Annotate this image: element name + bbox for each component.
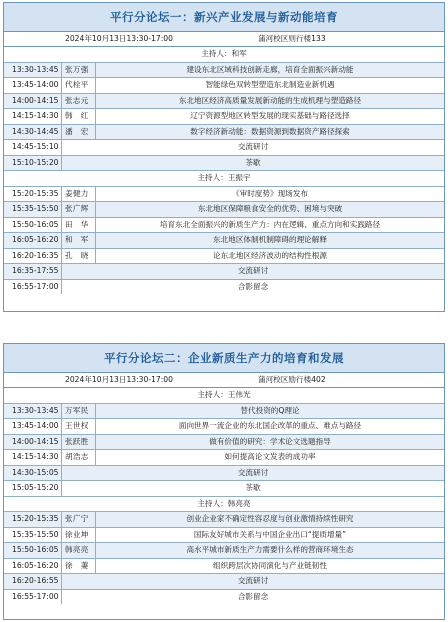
schedule-row (4, 233, 444, 249)
forum-info-row (4, 373, 444, 388)
speaker-cell: 姜健力 (62, 187, 96, 202)
forum-title: 平行分论坛一：新兴产业发展与新动能培育 (4, 3, 444, 32)
speaker-cell: 张志元 (62, 94, 96, 109)
time-cell: 15:05-15:20 (4, 481, 62, 496)
topic-cell: 《审时度势》现场发布 (232, 188, 308, 198)
topic-cell: 东北地区保障粮食安全的优势、困境与突破 (197, 204, 343, 213)
schedule-row (4, 63, 444, 79)
speaker-cell: 代栓平 (62, 78, 96, 93)
topic-cell: 国际友好城市关系与中国企业出口“提质增量” (193, 529, 347, 539)
schedule-row (4, 125, 444, 141)
topic-cell: 建设东北区域科技创新走廊，培育全面振兴新动能 (186, 64, 354, 74)
forum-date-time: 2024年10月13日13:30-17:00 (65, 375, 173, 384)
topic-cell: 辽宁资源型地区转型发展的现实基础与路径选择 (190, 111, 350, 120)
forum-info-row (4, 32, 444, 47)
schedule-row (4, 574, 444, 590)
speaker-cell: 孔 晓 (62, 249, 96, 264)
schedule-row (4, 78, 444, 94)
activity-cell: 交流研讨 (237, 576, 269, 585)
schedule-row (4, 528, 444, 544)
schedule-row (4, 419, 444, 435)
activity-cell: 交流研讨 (237, 142, 269, 151)
topic-cell: 东北地区经济高质量发展新动能的生成机理与塑造路径 (178, 95, 362, 105)
schedule-row (4, 187, 444, 203)
topic-cell: 数字经济新动能：数据资源到数据资产路径探索 (190, 126, 350, 136)
speaker-cell: 和 军 (62, 233, 96, 248)
time-cell: 13:30-13:45 (4, 63, 62, 78)
forum-one-table (3, 2, 445, 312)
time-cell: 14:00-14:15 (4, 94, 62, 109)
topic-cell: 论东北地区经济波动的结构性根源 (213, 250, 327, 260)
schedule-row (4, 218, 444, 234)
time-cell: 16:55-17:00 (4, 280, 62, 295)
time-cell: 13:45-14:00 (4, 419, 62, 434)
activity-cell: 合影留念 (237, 591, 269, 601)
schedule-row (4, 404, 444, 420)
schedule-row (4, 466, 444, 482)
time-cell: 16:05-16:20 (4, 233, 62, 248)
speaker-cell: 田 华 (62, 218, 96, 233)
schedule-row (4, 156, 444, 172)
topic-cell: 面向世界一流企业的东北国企改革的重点、难点与路径 (178, 421, 362, 430)
speaker-cell: 张广辉 (62, 202, 96, 217)
time-cell: 16:20-16:35 (4, 249, 62, 264)
time-cell: 15:10-15:20 (4, 156, 62, 171)
activity-cell: 交流研讨 (237, 467, 269, 477)
time-cell: 14:15-14:30 (4, 109, 62, 124)
speaker-cell: 张跃胜 (62, 435, 96, 450)
time-cell: 15:35-15:50 (4, 202, 62, 217)
host-row: 主持人：王振宇 (4, 171, 444, 187)
time-cell: 14:30-15:05 (4, 466, 62, 481)
topic-cell: 智能绿色双转型塑造东北制造业新机遇 (205, 80, 335, 89)
schedule-row (4, 481, 444, 497)
speaker-cell: 胡浩志 (62, 450, 96, 465)
schedule-row (4, 109, 444, 125)
time-cell: 15:20-15:35 (4, 187, 62, 202)
forum-venue: 蒲河校区励行楼402 (258, 375, 326, 384)
topic-cell: 培育东北全面振兴的新质生产力：内在逻辑、重点方向和实践路径 (159, 219, 381, 229)
speaker-cell: 张万强 (62, 63, 96, 78)
time-cell: 13:30-13:45 (4, 404, 62, 419)
time-cell: 16:05-16:20 (4, 559, 62, 574)
time-cell: 16:20-16:55 (4, 574, 62, 589)
activity-cell: 茶歇 (245, 157, 261, 167)
forum-date-time: 2024年10月13日13:30-17:00 (65, 34, 173, 43)
speaker-cell: 张广宁 (62, 512, 96, 527)
time-cell: 14:00-14:15 (4, 435, 62, 450)
schedule-row (4, 94, 444, 110)
schedule-row (4, 543, 444, 559)
forum-two-table (3, 343, 445, 620)
topic-cell: 替代投资的Q理论 (240, 405, 300, 415)
schedule-row (4, 264, 444, 280)
activity-cell: 合影留念 (237, 281, 269, 291)
schedule-row (4, 280, 444, 295)
schedule-row (4, 450, 444, 466)
time-cell: 13:45-14:00 (4, 78, 62, 93)
speaker-cell: 潘 宏 (62, 125, 96, 140)
topic-cell: 创业企业家不确定性容忍度与创业激情持续性研究 (186, 514, 354, 523)
schedule-row (4, 435, 444, 451)
schedule-row (4, 140, 444, 156)
host-row: 主持人：王伟光 (4, 388, 444, 404)
speaker-cell: 王世权 (62, 419, 96, 434)
time-cell: 15:50-16:05 (4, 543, 62, 558)
time-cell: 16:55-17:00 (4, 590, 62, 605)
topic-cell: 东北地区体制机制障碍的理论解释 (213, 235, 327, 244)
speaker-cell: 韩 红 (62, 109, 96, 124)
host-row: 主持人：韩亮亮 (4, 497, 444, 513)
time-cell: 16:35-17:55 (4, 264, 62, 279)
forum-title: 平行分论坛二：企业新质生产力的培育和发展 (4, 344, 444, 373)
topic-cell: 如何提高论文发表的成功率 (224, 452, 316, 461)
schedule-row (4, 590, 444, 605)
topic-cell: 组织跨层次协同演化与产业链韧性 (213, 560, 327, 570)
speaker-cell: 徐 萋 (62, 559, 96, 574)
time-cell: 14:45-15:10 (4, 140, 62, 155)
speaker-cell: 万军民 (62, 404, 96, 419)
time-cell: 14:30-14:45 (4, 125, 62, 140)
schedule-row (4, 559, 444, 575)
schedule-row (4, 249, 444, 265)
topic-cell: 做有价值的研究：学术论文选题指导 (209, 436, 331, 446)
schedule-row (4, 202, 444, 218)
activity-cell: 茶歇 (245, 483, 261, 492)
time-cell: 15:20-15:35 (4, 512, 62, 527)
speaker-cell: 韩亮亮 (62, 543, 96, 558)
schedule-row (4, 512, 444, 528)
time-cell: 14:15-14:30 (4, 450, 62, 465)
activity-cell: 交流研讨 (237, 266, 269, 275)
forum-venue: 蒲河校区则行楼133 (258, 34, 326, 43)
time-cell: 15:35-15:50 (4, 528, 62, 543)
speaker-cell: 徐业坤 (62, 528, 96, 543)
host-row: 主持人：和军 (4, 47, 444, 63)
time-cell: 15:50-16:05 (4, 218, 62, 233)
topic-cell: 高水平城市新质生产力需要什么样的营商环境生态 (186, 545, 354, 554)
